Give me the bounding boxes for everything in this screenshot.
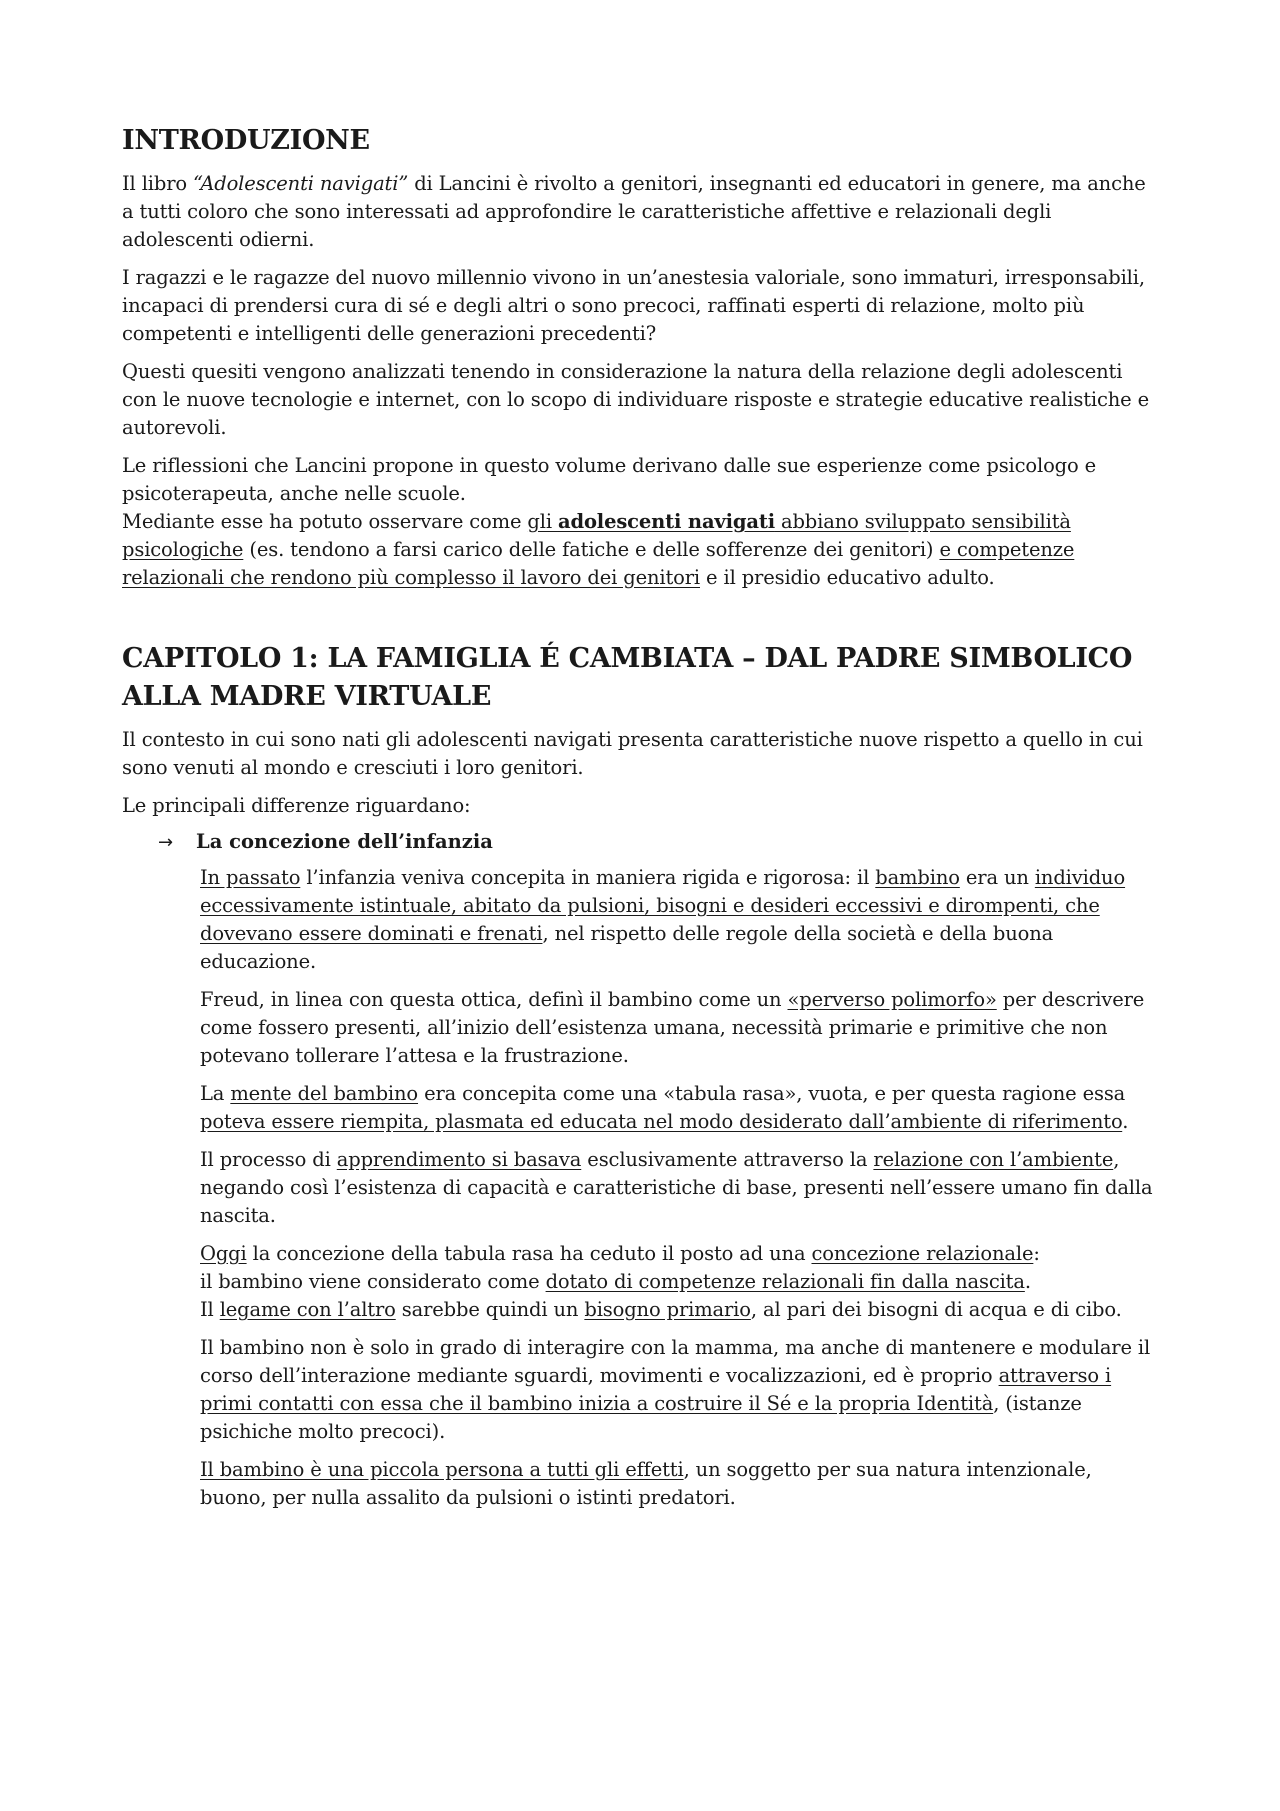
- bullet-paragraph-5: Oggi la concezione della tabula rasa ha ceduto il posto ad una concezione relazionale: il bambino viene considerato come dotato di competenze relazionali fin dalla nascita. Il legame con l’altro sarebbe quindi un bisogno primario, al pari dei bisogni di acqua e di cibo.: [200, 1242, 1122, 1321]
- bullet-item: [158, 828, 1162, 856]
- intro-paragraph-1: Il libro “Adolescenti navigati” di Lancini è rivolto a genitori, insegnanti ed educatori in genere, ma anche a tutti coloro che sono interessati ad approfondire le caratteristiche affettive e relazionali degli adolescenti odierni.: [122, 172, 1146, 251]
- bullet-label: La concezione dell’infanzia: [196, 830, 493, 853]
- bullet-paragraph-6: Il bambino non è solo in grado di interagire con la mamma, ma anche di mantenere e modulare il corso dell’interazione mediante sguardi, movimenti e vocalizzazioni, ed è proprio attraverso i primi contatti con essa che il bambino inizia a costruire il Sé e la propria Identità, (istanze psichiche molto precoci).: [200, 1336, 1151, 1443]
- intro-paragraph-5: Mediante esse ha potuto osservare come gli adolescenti navigati abbiano sviluppato sensibilità psicologiche (es. tendono a farsi carico delle fatiche e delle sofferenze dei genitori) e competenze relazionali che rendono più complesso il lavoro dei genitori e il presidio educativo adulto.: [122, 510, 1075, 589]
- chapter-1-paragraph-2: Le principali differenze riguardano:: [122, 794, 471, 817]
- book-title: “Adolescenti navigati”: [193, 172, 409, 195]
- chapter-1-heading: CAPITOLO 1: LA FAMIGLIA É CAMBIATA – DAL PADRE SIMBOLICO ALLA MADRE VIRTUALE: [122, 643, 1133, 712]
- arrow-right-icon: →: [158, 832, 174, 853]
- intro-heading: INTRODUZIONE: [122, 125, 370, 156]
- bullet-paragraph-7: Il bambino è una piccola persona a tutti gli effetti, un soggetto per sua natura intenzionale, buono, per nulla assalito da pulsioni o istinti predatori.: [200, 1458, 1092, 1509]
- chapter-1-paragraph-1: Il contesto in cui sono nati gli adolescenti navigati presenta caratteristiche nuove rispetto a quello in cui sono venuti al mondo e cresciuti i loro genitori.: [122, 728, 1143, 779]
- bullet-paragraph-4: Il processo di apprendimento si basava esclusivamente attraverso la relazione con l’ambiente, negando così l’esistenza di capacità e caratteristiche di base, presenti nell’essere umano fin dalla nascita.: [200, 1148, 1153, 1227]
- bullet-paragraph-1: In passato l’infanzia veniva concepita in maniera rigida e rigorosa: il bambino era un individuo eccessivamente istintuale, abitato da pulsioni, bisogni e desideri eccessivi e dirompenti, che dovevano essere dominati e frenati, nel rispetto delle regole della società e della buona educazione.: [200, 866, 1126, 973]
- intro-paragraph-4: Le riflessioni che Lancini propone in questo volume derivano dalle sue esperienze come psicologo e psicoterapeuta, anche nelle scuole.: [122, 454, 1097, 505]
- bullet-paragraph-3: La mente del bambino era concepita come una «tabula rasa», vuota, e per questa ragione essa poteva essere riempita, plasmata ed educata nel modo desiderato dall’ambiente di riferimento.: [200, 1082, 1129, 1133]
- intro-paragraph-2: I ragazzi e le ragazze del nuovo millennio vivono in un’anestesia valoriale, sono immaturi, irresponsabili, incapaci di prendersi cura di sé e degli altri o sono precoci, raffinati esperti di relazione, molto più competenti e intelligenti delle generazioni precedenti?: [122, 266, 1145, 345]
- bullet-body: [200, 864, 1162, 1512]
- intro-paragraph-3: Questi quesiti vengono analizzati tenendo in considerazione la natura della relazione degli adolescenti con le nuove tecnologie e internet, con lo scopo di individuare risposte e strategie educative realistiche e autorevoli.: [122, 360, 1149, 439]
- document-content: [122, 122, 1162, 1522]
- bullet-paragraph-2: Freud, in linea con questa ottica, definì il bambino come un «perverso polimorfo» per descrivere come fossero presenti, all’inizio dell’esistenza umana, necessità primarie e primitive che non potevano tollerare l’attesa e la frustrazione.: [200, 988, 1145, 1067]
